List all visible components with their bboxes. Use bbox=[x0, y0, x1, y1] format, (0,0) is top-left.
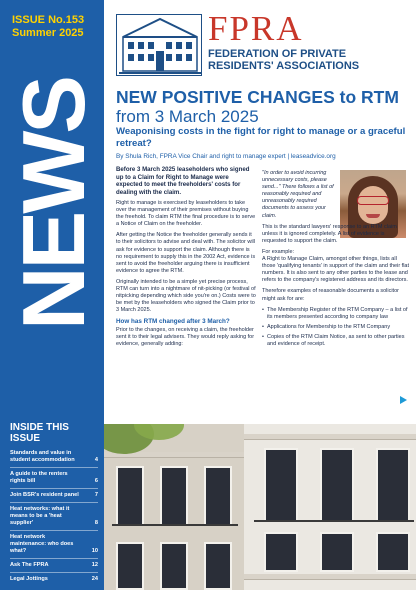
body-paragraph: Right to manage is exercised by leaseholders to take over the management of their premises without buying the freehold. To claim RTM the final procedure is to serve a Notice of Claim on the freeholder. bbox=[116, 200, 256, 228]
continue-arrow-icon[interactable] bbox=[400, 396, 407, 404]
bullet-text: The Membership Register of the RTM Company – a list of its members presented according to company law bbox=[267, 306, 408, 320]
toc-item[interactable] bbox=[10, 572, 98, 586]
headline-line-1: NEW POSITIVE CHANGES to RTM bbox=[116, 87, 399, 107]
toc-label: Heat networks: what it means to be a 'heat supplier' bbox=[10, 506, 70, 526]
logo-line-2: RESIDENTS' ASSOCIATIONS bbox=[208, 60, 360, 72]
bullet-text: Applications for Membership to the RTM Company bbox=[267, 323, 391, 330]
body-paragraph: A Right to Manage Claim, amongst other things, lists all those 'qualifying tenants' in support of the claim and their flat numbers. It is also sent to any other parties to the lease and refers to the company's registered address and its directors. bbox=[262, 256, 410, 284]
toc-item[interactable] bbox=[10, 502, 98, 530]
toc-page: 12 bbox=[91, 562, 98, 568]
toc-page: 24 bbox=[91, 576, 98, 582]
lead-paragraph: Before 3 March 2025 leaseholders who signed up to a Claim for Right to Manage were expected to meet the freeholders' costs for dealing with the claim. bbox=[116, 166, 250, 196]
toc-page: 4 bbox=[94, 457, 98, 463]
inside-this-issue bbox=[10, 422, 98, 586]
logo-acronym: FPRA bbox=[208, 9, 304, 48]
toc-item[interactable] bbox=[10, 530, 98, 558]
bullet-item: • The Membership Register of the RTM Company – a list of its members presented according to company law bbox=[262, 307, 410, 321]
building-photo bbox=[104, 424, 416, 590]
issue-season: Summer 2025 bbox=[12, 27, 84, 39]
toc-label: Standards and value in student accommodation bbox=[10, 450, 75, 463]
section-question: How has RTM changed after 3 March? bbox=[116, 318, 230, 326]
bullet-item: • Applications for Membership to the RTM Company bbox=[262, 323, 391, 330]
article-headline bbox=[116, 88, 412, 127]
headline-line-2: from 3 March 2025 bbox=[116, 107, 259, 126]
toc-label: A guide to the renters rights bill bbox=[10, 471, 68, 484]
toc-page: 6 bbox=[94, 478, 98, 484]
news-title-vertical: NEWS bbox=[4, 78, 103, 330]
article-column-right bbox=[262, 170, 410, 351]
body-paragraph: For example: bbox=[262, 248, 295, 255]
body-paragraph: This is the standard lawyers' response to an RTM claim unless it is ignored completely. A list of evidence is requested to support the claim. bbox=[262, 223, 397, 244]
bullet-item: • Copies of the RTM Claim Notice, as sent to other parties and evidence of receipt. bbox=[262, 334, 410, 348]
toc-item[interactable] bbox=[10, 467, 98, 488]
toc-page: 8 bbox=[94, 520, 98, 526]
toc-label: Heat network maintenance: who does what? bbox=[10, 534, 74, 554]
toc-page: 7 bbox=[94, 492, 98, 498]
issue-number: ISSUE No.153 bbox=[12, 14, 85, 26]
body-paragraph: Originally intended to be a simple yet precise process, RTM can turn into a nightmare of nit-picking (or festival of nitpicking depending which side you're on.) Costs were to be met by the leaseholders who signed the Claim prior to 3 March 2025. bbox=[116, 278, 256, 314]
article-column-left bbox=[116, 166, 256, 352]
body-paragraph: After getting the Notice the freeholder generally sends it to their solicitors to advise and deal with. The solicitor will ask for evidence to support the claim. Although there is no requirement to supply this in the 2002 Act, evidence is sent to avoid the freeholder arguing there is insufficient evidence to agree the RTM. bbox=[116, 232, 256, 274]
bullet-text: Copies of the RTM Claim Notice, as sent to other parties and evidence of receipt. bbox=[267, 333, 405, 347]
body-paragraph: Prior to the changes, on receiving a claim, the freeholder sent it to their legal advisers. They would reply asking for evidence, generally adding: bbox=[116, 326, 255, 348]
toc-item[interactable] bbox=[10, 488, 98, 502]
toc-item[interactable] bbox=[10, 558, 98, 572]
table-of-contents bbox=[10, 450, 98, 586]
building-logo-icon bbox=[116, 14, 202, 76]
inside-title: INSIDE THIS ISSUE bbox=[10, 422, 69, 444]
body-paragraph: Therefore examples of reasonable documents a solicitor might ask for are: bbox=[262, 288, 399, 302]
article-byline: By Shula Rich, FPRA Vice Chair and right to manage expert | leaseadvice.org bbox=[116, 153, 336, 160]
fpra-logo bbox=[116, 10, 408, 82]
toc-page: 10 bbox=[91, 548, 98, 554]
logo-text bbox=[208, 10, 359, 72]
pull-quote: "In order to avoid incurring unnecessary costs, please send..." There follows a list of reasonably required and unreasonably required documents to assess your claim. bbox=[262, 170, 334, 219]
logo-line-1: FEDERATION OF PRIVATE bbox=[208, 48, 347, 60]
toc-label: Join BSR's resident panel bbox=[10, 492, 79, 498]
masthead-column bbox=[0, 0, 104, 590]
toc-label: Ask The FPRA bbox=[10, 562, 49, 568]
toc-label: Legal Jottings bbox=[10, 576, 48, 582]
article-subhead: Weaponising costs in the fight for right to manage or a graceful retreat? bbox=[116, 126, 406, 149]
toc-item[interactable] bbox=[10, 450, 98, 467]
